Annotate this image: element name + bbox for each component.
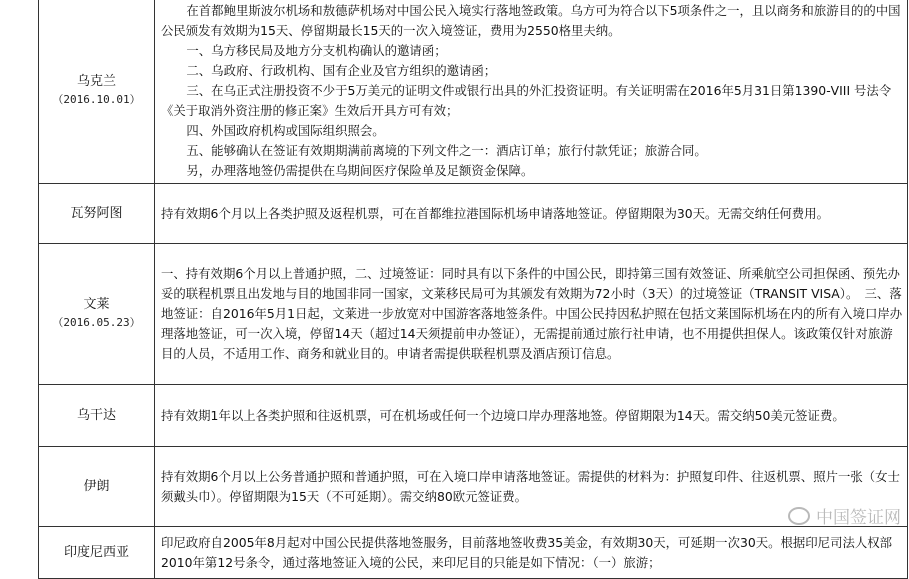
policy-cell — [155, 527, 908, 579]
policy-paragraph: 持有效期6个月以上公务普通护照和普通护照，可在入境口岸申请落地签证。需提供的材料为：护照复印件、往返机票、照片一张（女士须戴头巾）。停留期限为15天（不可延期）。需交纳80欧元签证费。 — [161, 468, 900, 504]
policy-paragraph: 在首都鲍里斯波尔机场和敖德萨机场对中国公民入境实行落地签政策。乌方可为符合以下5项条件之一，且以商务和旅游目的的中国公民颁发有效期为15天、停留期最长15天的一次入境签证，费用为2550格里夫纳。 — [161, 3, 901, 38]
watermark — [788, 503, 901, 528]
table-row — [39, 385, 908, 447]
table-row — [39, 527, 908, 579]
policy-cell — [155, 385, 908, 447]
policy-paragraph: 五、能够确认在签证有效期期满前离境的下列文件之一：酒店订单；旅行付款凭证；旅游合同。 — [186, 143, 707, 158]
country-cell — [39, 385, 155, 447]
country-name: 伊朗 — [83, 478, 110, 494]
country-cell — [39, 184, 155, 244]
policy-date: （2016.10.01） — [52, 93, 141, 106]
policy-paragraph: 三、在乌正式注册投资不少于5万美元的证明文件或银行出具的外汇投资证明。有关证明需在2016年5月31日第1390-VIII 号法令《关于取消外资注册的修正案》生效后开具方可有效； — [161, 83, 892, 118]
country-cell — [39, 527, 155, 579]
table-row — [39, 244, 908, 385]
watermark-text: 中国签证网 — [816, 508, 901, 528]
policy-paragraph: 四、外国政府机构或国际组织照会。 — [186, 123, 385, 138]
country-name: 乌克兰 — [76, 74, 116, 89]
table-row — [39, 447, 908, 527]
policy-paragraph: 印尼政府自2005年8月起对中国公民提供落地签服务，目前落地签收费35美金，有效期30天，可延期一次30天。根据印尼司法人权部2010年第12号条令，通过落地签证入境的公民，来印尼目的只能是如下情况：（一）旅游； — [161, 534, 893, 570]
policy-cell — [155, 184, 908, 244]
country-name: 文莱 — [83, 297, 110, 312]
country-name: 乌干达 — [76, 407, 116, 423]
policy-paragraph: 一、乌方移民局及地方分支机构确认的邀请函； — [186, 43, 447, 58]
policy-date: （2016.05.23） — [52, 316, 141, 329]
country-cell — [39, 0, 155, 184]
table-row — [39, 184, 908, 244]
policy-cell — [155, 0, 908, 184]
country-name: 瓦努阿图 — [70, 205, 123, 221]
wechat-icon — [788, 507, 810, 525]
policy-paragraph: 另，办理落地签仍需提供在乌期间医疗保险单及足额资金保障。 — [186, 163, 534, 178]
policy-paragraph: 持有效期6个月以上各类护照及返程机票，可在首都维拉港国际机场申请落地签证。停留期限为30天。无需交纳任何费用。 — [161, 205, 829, 221]
country-name: 印度尼西亚 — [63, 544, 129, 560]
policy-cell — [155, 244, 908, 385]
table-row — [39, 0, 908, 184]
visa-policy-table — [38, 0, 908, 579]
country-cell — [39, 447, 155, 527]
policy-paragraph: 持有效期1年以上各类护照和往返机票，可在机场或任何一个边境口岸办理落地签。停留期限为14天。需交纳50美元签证费。 — [161, 407, 845, 423]
country-cell — [39, 244, 155, 385]
policy-paragraph: 二、乌政府、行政机构、国有企业及官方组织的邀请函； — [186, 63, 497, 78]
policy-paragraph: 一、持有效期6个月以上普通护照，二、过境签证：同时具有以下条件的中国公民，即持第三国有效签证、所乘航空公司担保函、预先办妥的联程机票且出发地与目的地国非同一国家，文莱移民局可为其颁发有效期为72小时（3天）的过境签证（TRANSIT VISA）。 三、落地签证：自2016年5月1日起，文莱进一步放宽对中国游客落地签条件。中国公民持因私护照在包括文莱国际机场在内的所有入境口岸办理落地签证，可一次入境，停留14天（超过14天须提前申办签证），无需提前通过旅行社申请，也不用提供担保人。该政策仅针对旅游目的人员，不适用工作、商务和就业目的。申请者需提供联程机票及酒店预订信息。 — [161, 266, 903, 361]
